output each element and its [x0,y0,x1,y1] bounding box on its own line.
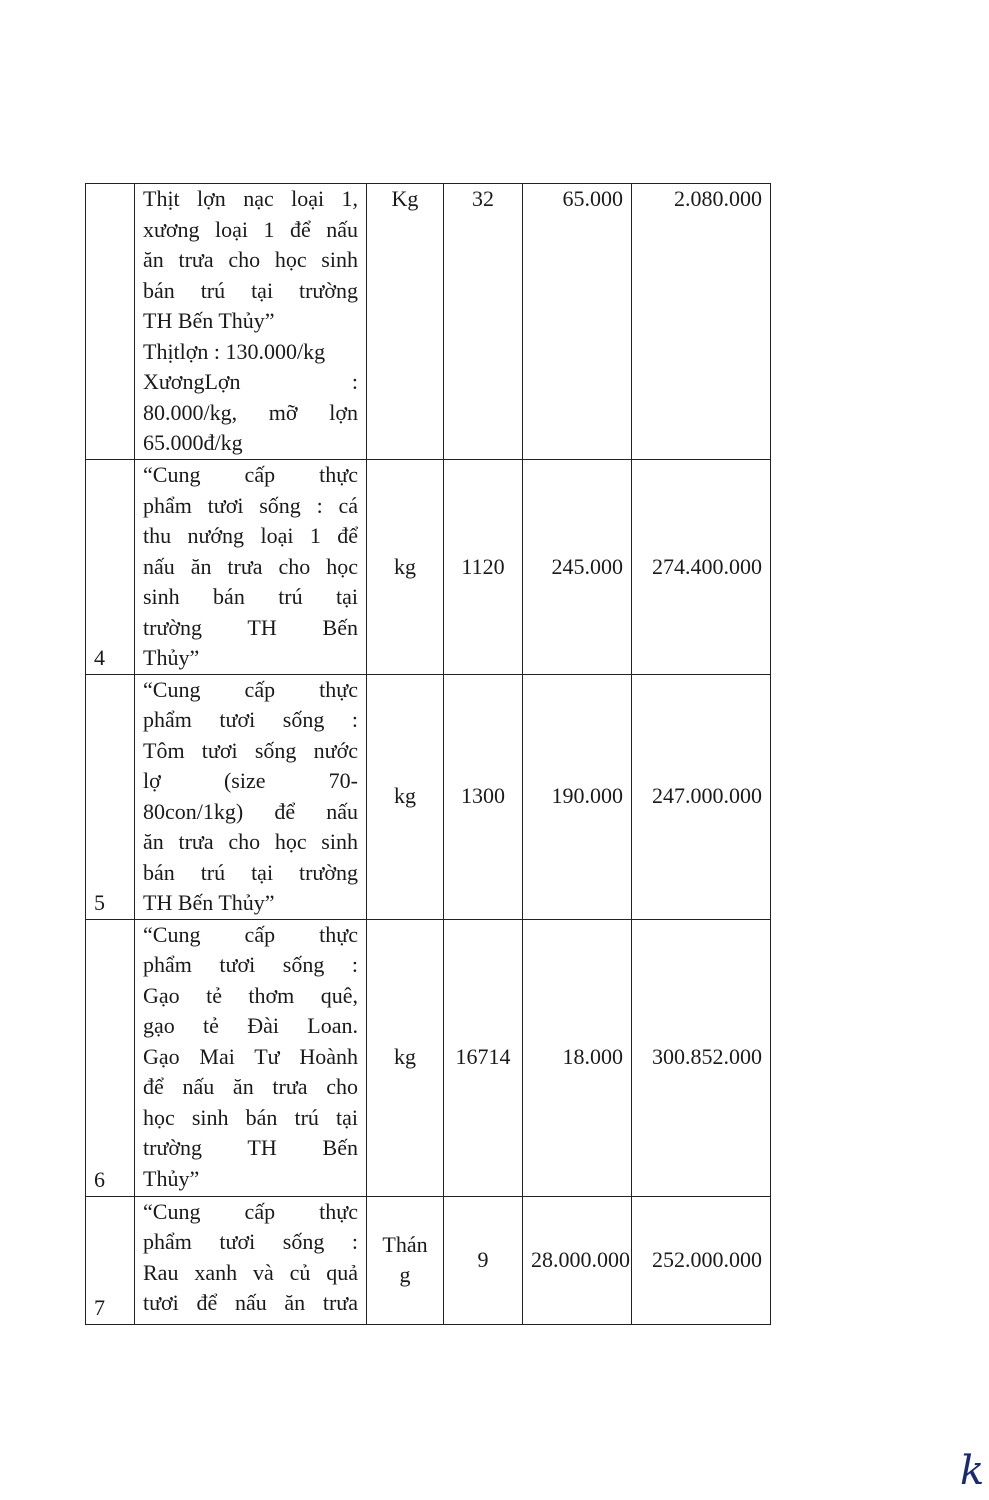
description-line: “Cung cấp thực [143,1198,358,1224]
description-line: phẩm tươi sống : [143,1229,358,1254]
row-number: 4 [86,460,135,675]
quantity-cell: 16714 [444,919,523,1196]
description-line: “Cung cấp thực [143,462,358,487]
description-line: Thủy” [143,1165,200,1191]
total-cell: 2.080.000 [632,184,771,460]
description-line: TH Bến Thủy” [143,890,275,915]
description-line: ăn trưa cho học sinh [143,829,358,854]
description-line: Thịtlợn : 130.000/kg [143,338,326,364]
quantity-cell: 1300 [444,674,523,919]
unit-price-cell: 65.000 [523,184,632,460]
unit-price-cell: 245.000 [523,460,632,675]
unit-price-cell: 18.000 [523,919,632,1196]
row-number: 7 [86,1196,135,1324]
unit-cell: Kg [367,184,444,460]
unit-price-cell: 28.000.000 [523,1196,632,1324]
unit-cell [367,1196,444,1324]
description-line: thu nướng loại 1 để [143,523,358,548]
row-number: 6 [86,919,135,1196]
description-line: XươngLợn : [143,369,358,394]
description-line: “Cung cấp thực [143,921,358,947]
quantity-cell: 1120 [444,460,523,675]
item-description [135,1196,367,1324]
total-cell: 252.000.000 [632,1196,771,1324]
description-line: 80con/1kg) để nấu [143,798,358,824]
description-line: ăn trưa cho học sinh [143,247,358,272]
row-number [86,184,135,460]
description-line: phẩm tươi sống : [143,707,358,732]
description-line: trường TH Bến [143,614,358,640]
unit-cell: kg [367,674,444,919]
description-line: Rau xanh và củ quả [143,1259,358,1285]
item-description [135,184,367,460]
description-line: học sinh bán trú tại [143,1104,358,1130]
table-row [86,460,771,675]
item-description [135,460,367,675]
description-line: sinh bán trú tại [143,584,358,609]
unit-cell: kg [367,460,444,675]
description-line: trường TH Bến [143,1135,358,1160]
table-row [86,184,771,460]
total-cell: 274.400.000 [632,460,771,675]
description-line: Tôm tươi sống nước [143,737,358,763]
description-line: Thịt lợn nạc loại 1, [143,186,358,211]
description-line: để nấu ăn trưa cho [143,1074,358,1099]
description-line: lợ (size 70- [143,768,358,793]
goods-table [85,183,771,1325]
description-line: phẩm tươi sống : cá [143,492,358,518]
description-line: nấu ăn trưa cho học [143,553,358,579]
unit-line: Thán [382,1231,428,1257]
description-line: xương loại 1 để nấu [143,216,358,242]
table-row [86,674,771,919]
total-cell: 247.000.000 [632,674,771,919]
description-line: bán trú tại trường [143,277,358,303]
description-line: “Cung cấp thực [143,676,358,702]
unit-price-cell: 190.000 [523,674,632,919]
description-line: bán trú tại trường [143,859,358,885]
item-description [135,919,367,1196]
description-line: 65.000đ/kg [143,430,243,455]
quantity-cell: 32 [444,184,523,460]
quantity-cell: 9 [444,1196,523,1324]
unit-cell: kg [367,919,444,1196]
description-line: Thủy” [143,645,200,670]
description-line: TH Bến Thủy” [143,308,275,333]
handwritten-initial: k [960,1448,985,1494]
unit-line: g [399,1262,411,1287]
table-row [86,919,771,1196]
item-description [135,674,367,919]
row-number: 5 [86,674,135,919]
description-line: phẩm tươi sống : [143,952,358,977]
description-line: tươi để nấu ăn trưa [143,1290,358,1315]
description-line: 80.000/kg, mỡ lợn [143,399,358,425]
table-row [86,1196,771,1324]
description-line: gạo tẻ Đài Loan. [143,1013,358,1038]
description-line: Gạo Mai Tư Hoành [143,1043,358,1069]
total-cell: 300.852.000 [632,919,771,1196]
description-line: Gạo tẻ thơm quê, [143,982,358,1008]
